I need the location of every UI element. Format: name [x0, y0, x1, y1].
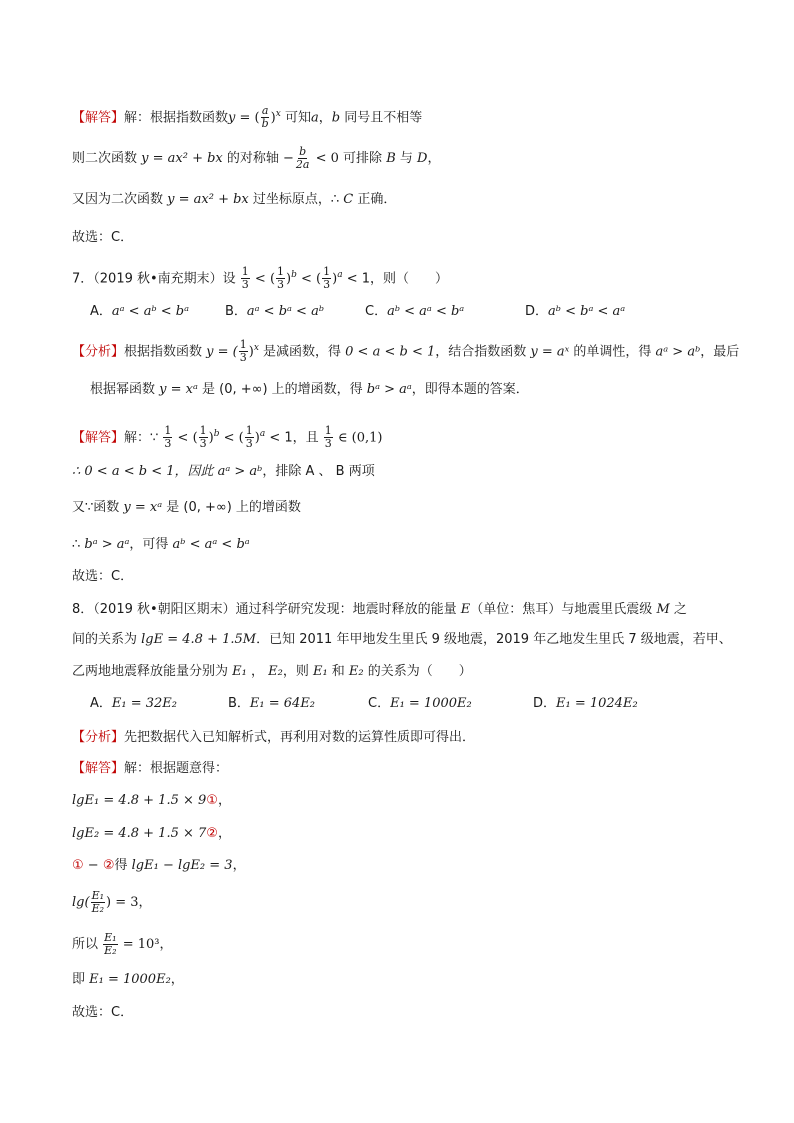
fraction: $\frac{b}{2a}$: [295, 145, 310, 171]
q6-origin-line: 又因为二次函数 y = ax² + bx 过坐标原点，∴ C 正确．: [72, 192, 397, 207]
q8-option-a: A．E₁ = 32E₂: [90, 696, 178, 711]
q8-stem-line1: 8．（2019 秋•朝阳区期末）通过科学研究发现：地震时释放的能量 E（单位：焦耳）与地震里氏震级 M 之: [72, 602, 687, 617]
circled-two: ②: [206, 826, 218, 841]
fraction: $\frac{1}{3}$: [277, 265, 285, 292]
answer-marker: 【解答】: [72, 430, 125, 446]
q7-options: [90, 302, 625, 322]
q8-stem-line3: 乙两地地震释放能量分别为 E₁ ， E₂，则 E₁ 和 E₂ 的关系为（ ）: [72, 664, 472, 679]
circled-one: ①: [206, 793, 218, 808]
fraction: $\frac{\text{E₁}}{\text{E₂}}$: [91, 889, 105, 915]
analysis-marker: 【分析】: [72, 730, 125, 745]
q7-answer-line4: ∴ bᵃ > aᵃ，可得 aᵇ < aᵃ < bᵃ: [72, 537, 250, 552]
fraction: $\frac{\text{E₁}}{\text{E₂}}$: [104, 931, 117, 957]
answer-marker: 【解答】: [72, 110, 125, 126]
q8-step6: 即 E₁ = 1000E₂，: [72, 972, 184, 987]
q7-option-c: C．aᵇ < aᵃ < bᵃ: [365, 304, 465, 319]
q6-axis-line: 则二次函数 y = ax² + bx 的对称轴 − $\frac{b}{2a}$ < 0 可排除 B 与 D，: [72, 145, 441, 171]
fraction: $\frac{1}{3}$: [199, 424, 207, 451]
q8-choice: 故选：C．: [72, 1005, 134, 1020]
fraction: $\frac{1}{3}$: [239, 338, 247, 365]
q8-analysis: 【分析】先把数据代入已知解析式，再利用对数的运算性质即可得出．: [72, 730, 476, 745]
circled-two: ②: [102, 858, 115, 873]
q8-step5: 所以 $\frac{\text{E₁}}{\text{E₂}}$ = 10³，: [72, 931, 173, 957]
q6-choice: 故选：C．: [72, 230, 134, 245]
fraction: $\frac{1}{3}$: [241, 265, 249, 292]
q8-step3: ① − ②得 lgE₁ − lgE₂ = 3，: [72, 858, 246, 873]
q8-options: [90, 694, 638, 714]
fraction: $\frac{1}{3}$: [323, 265, 331, 292]
fraction: $\frac{1}{3}$: [324, 424, 332, 451]
q8-step1: lgE₁ = 4.8 + 1.5 × 9①，: [72, 793, 231, 808]
q6-answer-line: 【解答】解：根据指数函数y = ( $\frac{a}{b}$ )$^x$ 可知a，b 同号且不相等: [72, 104, 423, 131]
q7-answer-line1: 【解答】解：∵ $\frac{1}{3}$ < ( $\frac{1}{3}$ )$^b$ < ( $\frac{1}{3}$ )$^a$ < 1，且 $\frac{1}{3}$ ∈ (0,1): [72, 424, 383, 451]
q7-answer-line3: 又∵函数 y = xᵃ 是 (0, +∞) 上的增函数: [72, 500, 301, 515]
q8-option-d: D．E₁ = 1024E₂: [533, 696, 638, 711]
analysis-marker: 【分析】: [72, 344, 125, 360]
q8-option-c: C．E₁ = 1000E₂: [368, 696, 472, 711]
q7-stem: 7．（2019 秋•南充期末）设 $\frac{1}{3}$ < ( $\frac{1}{3}$ )$^b$ < ( $\frac{1}{3}$ )$^a$ < 1，则（ ）: [72, 265, 448, 292]
circled-one: ①: [72, 858, 84, 873]
q7-analysis-line1: 【分析】根据指数函数 y = ( $\frac{1}{3}$ )$^x$ 是减函数，得 0 < a < b < 1，结合指数函数 y = aˣ 的单调性，得 aᵃ > aᵇ，最后: [72, 338, 740, 365]
q7-option-a: A．aᵃ < aᵇ < bᵃ: [90, 304, 190, 319]
fraction: $\frac{a}{b}$: [261, 104, 269, 131]
q7-option-d: D．aᵇ < bᵃ < aᵃ: [525, 304, 626, 319]
q8-step4: lg( $\frac{\text{E₁}}{\text{E₂}}$ ) = 3，: [72, 889, 152, 915]
q7-answer-line2: ∴ 0 < a < b < 1，因此 aᵃ > aᵇ，排除 A 、 B 两项: [72, 464, 375, 479]
q8-stem-line2: 间的关系为 lgE = 4.8 + 1.5M．已知 2011 年甲地发生里氏 9 级地震，2019 年乙地发生里氏 7 级地震，若甲、: [72, 632, 732, 647]
q7-option-b: B．aᵃ < bᵃ < aᵇ: [225, 304, 325, 319]
q7-choice: 故选：C．: [72, 569, 134, 584]
answer-marker: 【解答】: [72, 761, 125, 776]
fraction: $\frac{1}{3}$: [245, 424, 253, 451]
fraction: $\frac{1}{3}$: [164, 424, 172, 451]
q8-option-b: B．E₁ = 64E₂: [228, 696, 316, 711]
q8-answer-head: 【解答】解：根据题意得：: [72, 761, 229, 776]
q7-analysis-line2: 根据幂函数 y = xᵃ 是 (0, +∞) 上的增函数，得 bᵃ > aᵃ，即得本题的答案．: [90, 382, 529, 397]
q8-step2: lgE₂ = 4.8 + 1.5 × 7②，: [72, 826, 231, 841]
